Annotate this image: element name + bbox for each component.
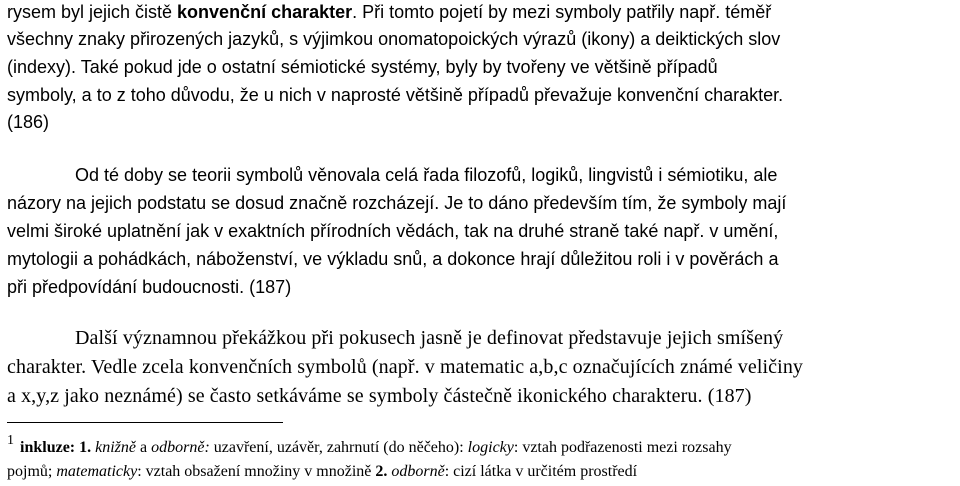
p2-line-2: názory na jejich podstatu se dosud značně rozcházejí. Je to dáno především tím, že symboly mají: [7, 193, 787, 213]
footnote-label: odborně: [391, 463, 445, 480]
text-run: rysem byl jejich čistě: [7, 2, 178, 22]
p1-line-5: (186): [7, 112, 50, 132]
footnote-separator: [7, 422, 283, 423]
text-run: : cizí látka v určitém prostředí: [444, 463, 638, 480]
p2-line-5: při předpovídání budoucnosti. (187): [7, 277, 292, 297]
p2-line-1: Od té doby se teorii symbolů věnovala celá řada filozofů, logiků, lingvistů i sémiotiku, ale: [75, 165, 778, 185]
p1-line-2: všechny znaky přirozených jazyků, s výjimkou onomatopoických výrazů (ikony) a deiktických slov: [7, 29, 781, 49]
footnote-label: logicky: [467, 439, 514, 456]
footnote-headword: inkluze:: [20, 439, 76, 456]
footnote-label: matematicky: [56, 463, 138, 480]
footnote-marker: 1: [7, 433, 14, 448]
footnote-sense-number: 1.: [79, 439, 92, 456]
text-run: : vztah obsažení množiny v množině: [137, 463, 376, 480]
footnote-label: knižně: [95, 439, 136, 456]
text-run: . Při tomto pojetí by mezi symboly patřily např. téměř: [352, 2, 772, 22]
p3-line-1: Další významnou překážkou při pokusech jasně je definovat představuje jejich smíšený: [75, 327, 784, 349]
p3-line-3: a x,y,z jako neznámé) se často setkáváme se symboly částečně ikonického charakteru. (187): [7, 385, 752, 407]
p2-line-4: mytologii a pohádkách, náboženství, ve výkladu snů, a dokonce hrají důležitou roli i v pověrách a: [7, 249, 779, 269]
text-run: a: [136, 439, 152, 456]
footnote-line-2: [7, 462, 637, 482]
p3-line-2: charakter. Vedle zcela konvenčních symbolů (např. v matematic a,b,c označujících známé veličiny: [7, 356, 804, 378]
p1-line-1: [7, 1, 771, 23]
text-run: uzavření, uzávěr, zahrnutí (do něčeho):: [209, 439, 468, 456]
footnote-line-1: [7, 433, 732, 459]
text-run: pojmů;: [7, 463, 57, 480]
footnote-label: odborně:: [151, 439, 210, 456]
bold-term: konvenční charakter: [177, 2, 353, 22]
p2-line-3: velmi široké uplatnění jak v exaktních přírodních vědách, tak na druhé straně také např. v umění,: [7, 221, 779, 241]
p1-line-3: (indexy). Také pokud jde o ostatní sémiotické systémy, byly by tvořeny ve většině případů: [7, 57, 718, 77]
text-run: : vztah podřazenosti mezi rozsahy: [513, 439, 732, 456]
footnote-sense-number: 2.: [375, 463, 388, 480]
p1-line-4: symboly, a to z toho důvodu, že u nich v naprosté většině případů převažuje konvenční charakter.: [7, 85, 784, 105]
